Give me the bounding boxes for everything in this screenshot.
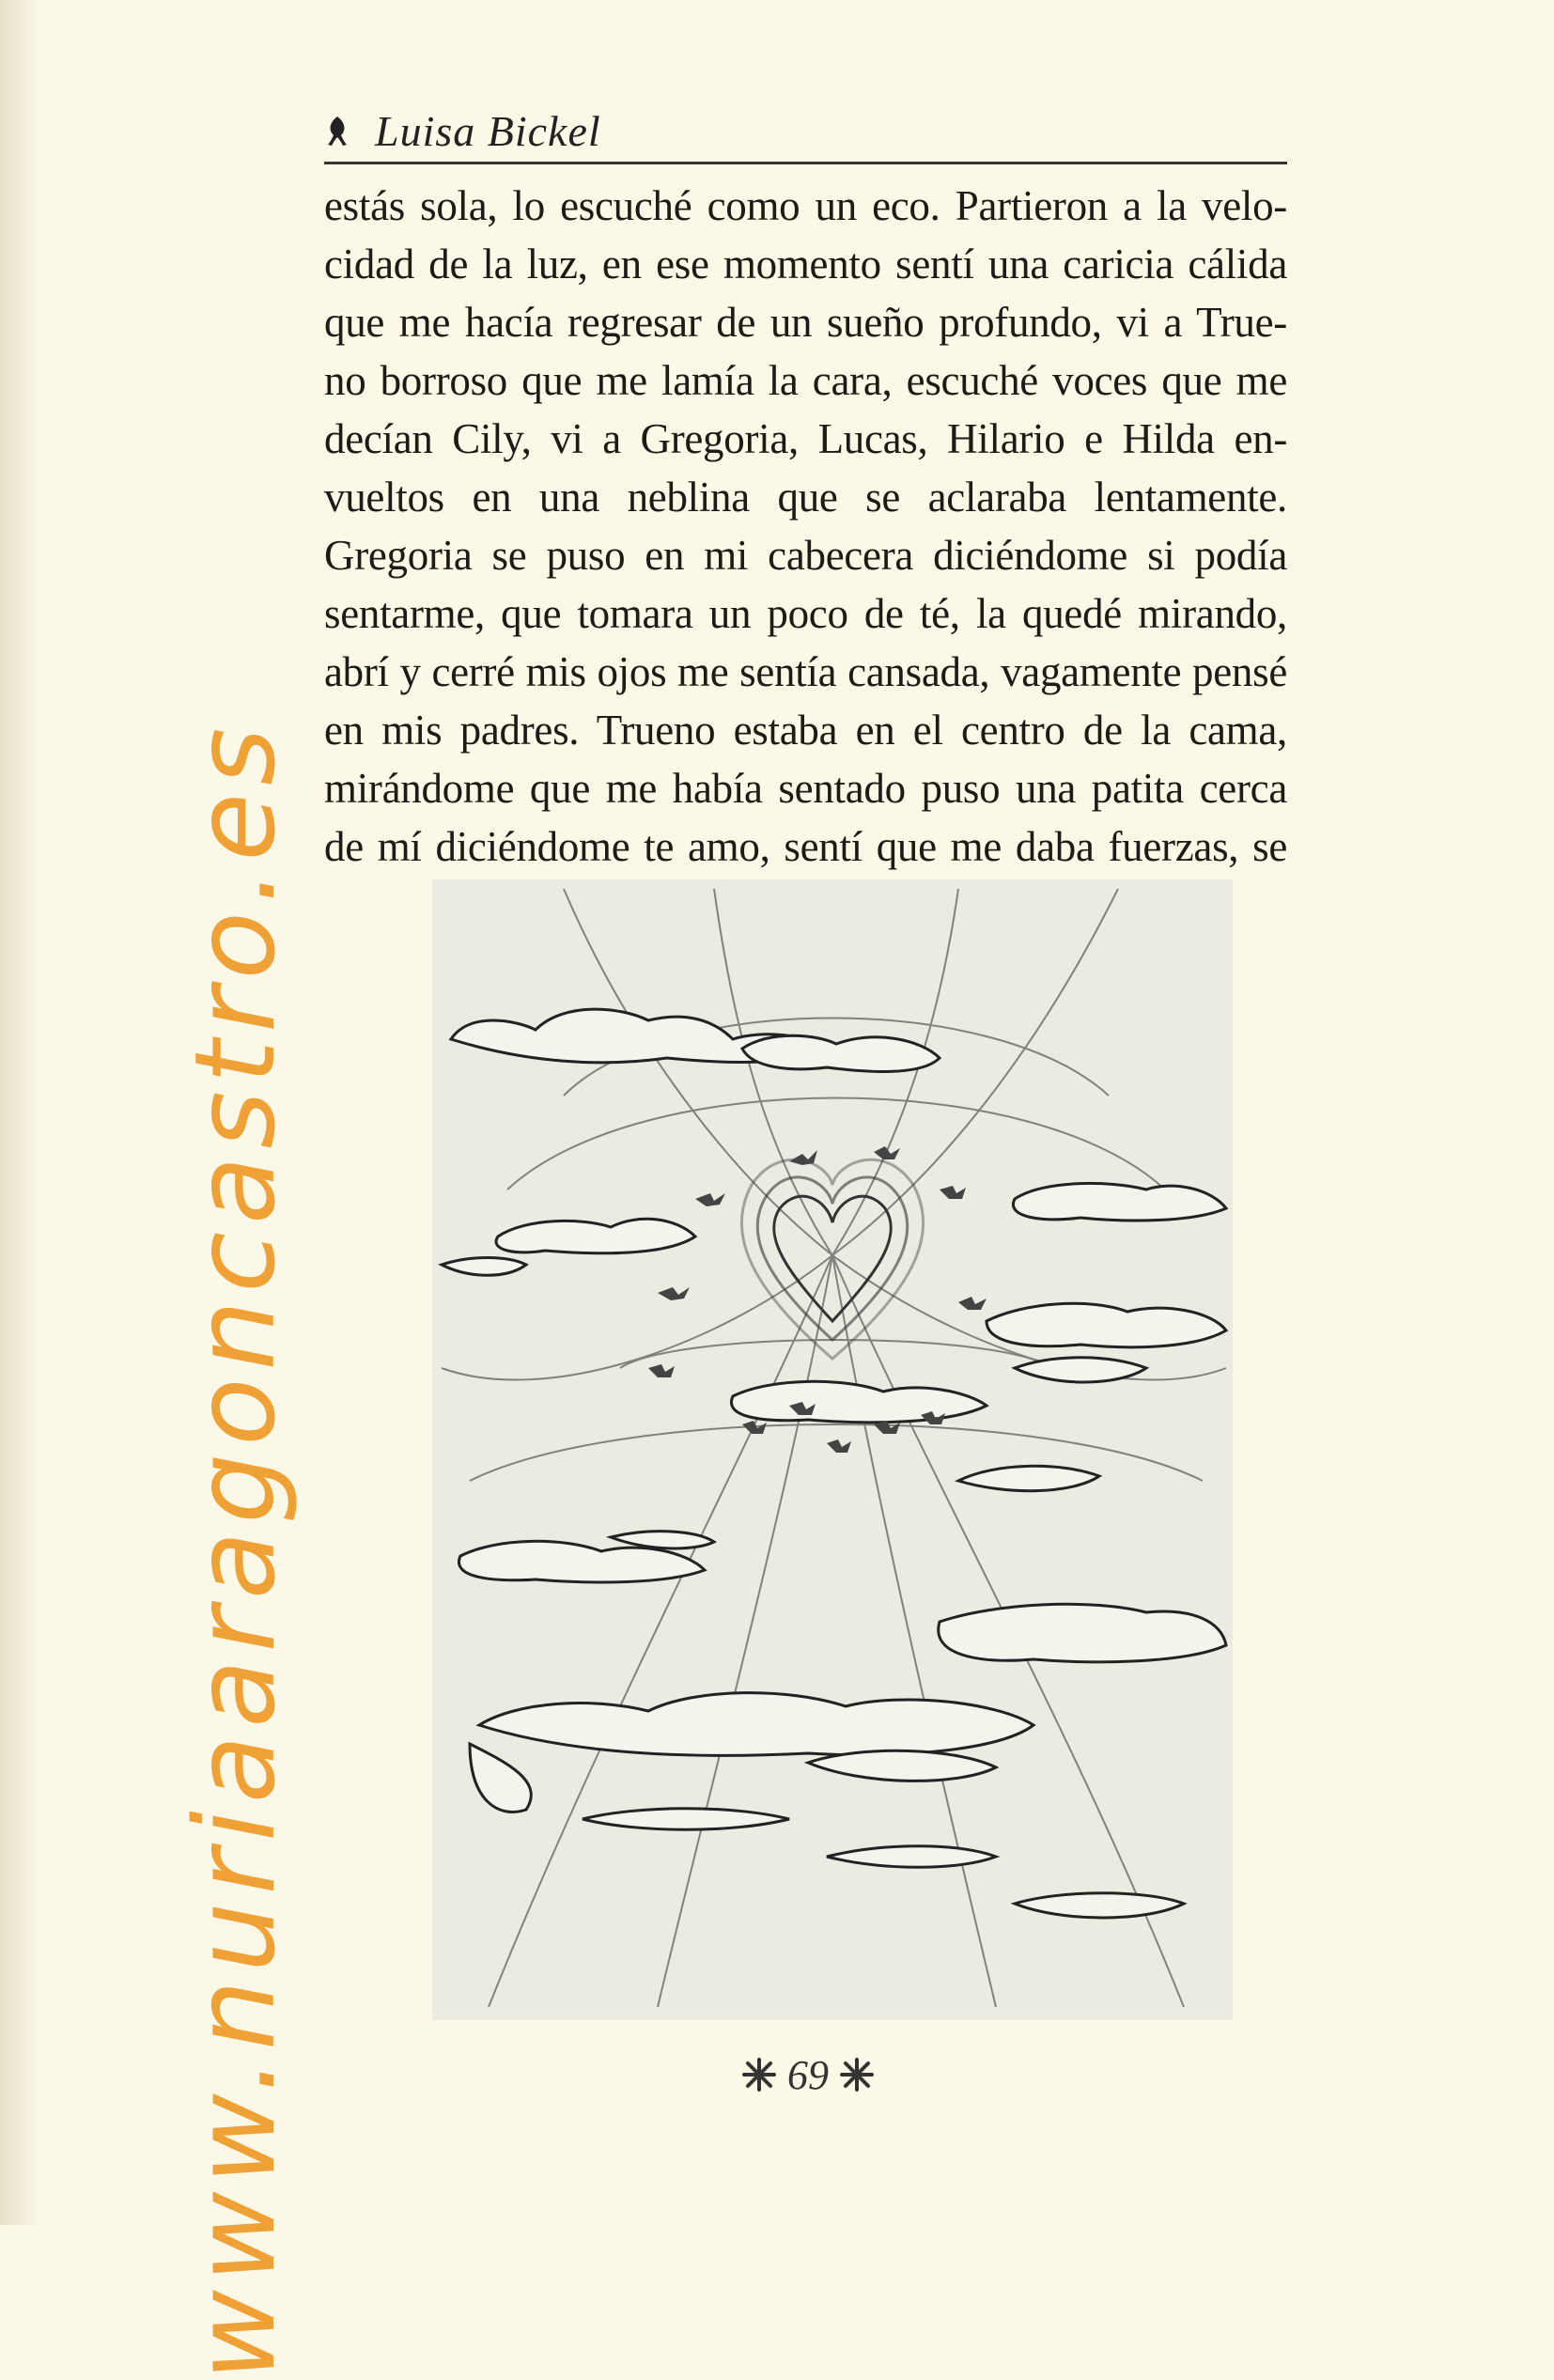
body-line: abrí y cerré mis ojos me sentía cansada, vagamente pensé [324,648,1287,695]
watermark-url: www.nuriaaragoncastro.es [170,720,300,2380]
running-head [324,101,1287,160]
body-line: decían Cily, vi a Gregoria, Lucas, Hilario e Hilda en- [324,415,1287,462]
clouds [442,1009,1226,1918]
author-name: Luisa Bickel [375,106,601,155]
page-edge-shadow [0,0,39,2225]
body-line: estás sola, lo escuché como un eco. Partieron a la velo- [324,182,1287,229]
body-line: vueltos en una neblina que se aclaraba lentamente. [324,474,1287,521]
body-line: cidad de la luz, en ese momento sentí una caricia cálida [324,241,1287,288]
body-line: en mis padres. Trueno estaba en el centro de la cama, [324,707,1287,754]
body-line: mirándome que me había sentado puso una patita cerca [324,765,1287,812]
body-line: que me hacía regresar de un sueño profundo, vi a True- [324,299,1287,346]
body-line: no borroso que me lamía la cara, escuché voces que me [324,357,1287,404]
body-line: sentarme, que tomara un poco de té, la quedé mirando, [324,590,1287,637]
page-footer [714,2046,902,2103]
body-text [324,177,1287,876]
illustration-drawing [432,879,1233,2020]
snowflake-ornament-icon [838,2056,876,2093]
body-line: Gregoria se puso en mi cabecera diciéndome si podía [324,532,1287,579]
body-line: de mí diciéndome te amo, sentí que me daba fuerzas, se [324,823,1287,870]
sky-heart-illustration [432,879,1233,2020]
header-rule [324,162,1287,164]
page-number: 69 [787,2051,829,2098]
snowflake-ornament-icon [740,2056,778,2093]
leaf-ornament-icon [324,115,350,147]
